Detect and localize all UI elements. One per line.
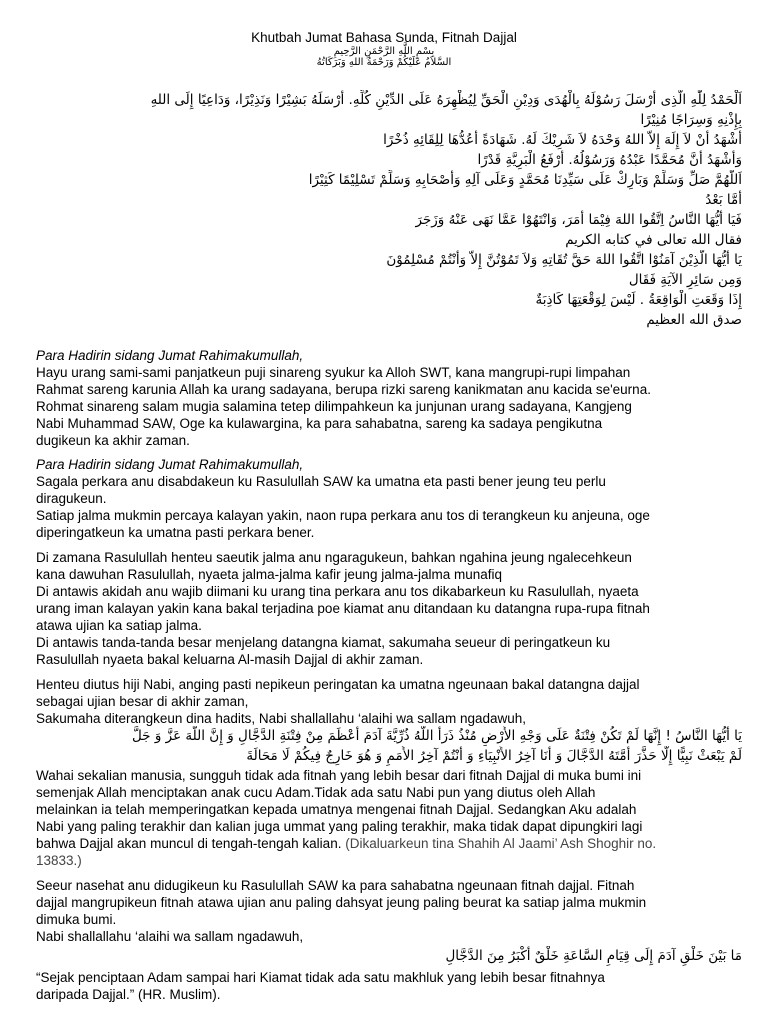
paragraph-line: Di antawis akidah anu wajib diimani ku urang tina perkara anu tos dikabarkeun ku Rasulullah, nyaeta xyxy=(36,584,639,599)
paragraph-line: dajjal mangrupikeun fitnah atawa ujian anu paling dahsyat jeung paling beurat ka satiap jalma mukmin xyxy=(36,895,647,910)
paragraph-line: sebagai ujian besar di akhir zaman, xyxy=(36,694,249,709)
paragraph-line: atawa ujian ka satiap jalma. xyxy=(36,618,202,633)
arabic-line: يَا أَيُّهَا الَّذِيْنَ آمَنُوْا اتَّقُوا اللهَ حَقَّ تُقَاتِهِ وَلاَ تَمُوْتُنَّ إِلاَّ وَأَنْتُمْ مُسْلِمُوْنَ xyxy=(386,252,742,268)
paragraph-line: kana dawuhan Rasulullah, nyaeta jalma-jalma kafir jeung jalma-jalma munafiq xyxy=(36,567,502,582)
arabic-line: اَلْحَمْدُ لِلّٰهِ الَّذِى أَرْسَلَ رَسُوْلَهُ بِالْهُدَى وَدِيْنِ الْحَقِّ لِيُظْهِرَهُ عَلَى الدِّيْنِ كُلِّهِ. أَرْسَلَهُ بَشِيْرًا وَنَذِيْرًا، وَدَاعِيًا إِلَى اللهِ xyxy=(150,92,742,108)
hadith-arabic-line: يَا أَيُّهَا النَّاسُ ! إِنَّهَا لَمْ تَكُنْ فِتْنَةٌ عَلَى وَجْهِ الأَرْضِ مُنْذُ ذَرَأَ اللَّهُ ذُرِّيَّةَ آدَمَ أَعْظَمَ مِنْ فِتْنَةِ الدَّجَّالِ وَ إِنَّ اللَّهَ عَزَّ وَ جَلَّ xyxy=(131,728,742,744)
arabic-line: بِإِذْنِهِ وَسِرَاجًا مُنِيْرًا xyxy=(640,112,742,128)
translation-line: semenjak Allah menciptakan anak cucu Adam.Tidak ada satu Nabi pun yang diutus oleh Allah xyxy=(36,785,596,800)
paragraph-line: Seeur nasehat anu didugikeun ku Rasulullah SAW ka para sahabatna ngeunaan fitnah dajjal. Fitnah xyxy=(36,878,635,893)
paragraph-line: Henteu diutus hiji Nabi, anging pasti nepikeun peringatan ka umatna ngeunaan bakal datangna dajjal xyxy=(36,677,640,692)
paragraph-line: diragukeun. xyxy=(36,491,107,506)
paragraph-line: urang iman kalayan yakin kana bakal terjadina poe kiamat anu ditandaan ku datangna rupa-rupa fitnah xyxy=(36,601,650,616)
hadith-arabic-line: لَمْ يَبْعَثْ نَبِيًّا إِلَّا حَذَّرَ أُمَّتَهُ الدَّجَّالَ وَ أَنَا آخِرُ الأَنْبِيَاءِ وَ أَنْتُمْ آخِرُ الأُمَمِ وَ هُوَ خَارِجٌ فِيكُمْ لَا مَحَالَةَ xyxy=(246,748,742,764)
arabic-line: أَشْهَدُ أَنْ لاَ إِلَهَ إِلاَّ اللهُ وَحْدَهُ لاَ شَرِيْكَ لَهُ. شَهَادَةً أَعُدُّهَا لِلِقَائِهِ ذُخْرًا xyxy=(383,132,742,148)
salam-line: السَّلاَمُ عَلَيْكُمْ وَرَحْمَةُ اللهِ وَبَرَكَاتُهُ xyxy=(316,57,452,68)
paragraph-line: Sakumaha diterangkeun dina hadits, Nabi shallallahu ‘alaihi wa sallam ngadawuh, xyxy=(36,711,527,726)
page-title: Khutbah Jumat Bahasa Sunda, Fitnah Dajjal xyxy=(251,30,517,45)
paragraph-line: Satiap jalma mukmin percaya kalayan yakin, naon rupa perkara anu tos di terangkeun ku anjeuna, oge xyxy=(36,508,650,523)
paragraph-line: Di antawis tanda-tanda besar menjelang datangna kiamat, sakumaha seueur di peringatkeun ku xyxy=(36,635,611,650)
paragraph-line: Di zamana Rasulullah henteu saeutik jalma anu ngaragukeun, bahkan ngahina jeung ngalecehkeun xyxy=(36,550,632,565)
paragraph-line: dimuka bumi. xyxy=(36,912,117,927)
paragraph-line: Hayu urang sami-sami panjatkeun puji sinareng syukur ka Alloh SWT, kana mangrupi-rupi limpahan xyxy=(36,365,631,380)
source-citation-end: 13833.) xyxy=(36,853,82,868)
translation-line: melainkan ia telah memperingatkan kepada umatnya mengenai fitnah Dajjal. Sedangkan Aku adalah xyxy=(36,802,637,817)
paragraph-line: Rahmat sareng karunia Allah ka urang sadayana, berupa rizki sareng kanikmatan anu kacida se'eurna. xyxy=(36,382,651,397)
translation-line xyxy=(36,835,736,852)
source-citation: (Dikaluarkeun tina Shahih Al Jaami’ Ash Shoghir no. xyxy=(341,836,657,851)
arabic-line: أَمَّا بَعْدُ xyxy=(705,192,742,208)
arabic-line: فَيَا أَيُّهَا النَّاسُ اِتَّقُوا اللهَ فِيْمَا أَمَرَ، وَانْتَهُوْا عَمَّا نَهَى عَنْهُ وَزَجَرَ xyxy=(415,212,742,228)
arabic-line: وَأَشْهَدُ أَنَّ مُحَمَّدًا عَبْدُهُ وَرَسُوْلُهُ. أَرْفَعُ الْبَرِيَّةِ قَدْرًا xyxy=(477,152,742,168)
arabic-line: صدق الله العظيم xyxy=(646,312,742,328)
translation-line: daripada Dajjal.” (HR. Muslim). xyxy=(36,987,221,1002)
paragraph-line: Rohmat sinareng salam mugia salamina tetep dilimpahkeun ka junjunan urang sadayana, Kangjeng xyxy=(36,399,632,414)
paragraph-line: diperingatkeun ka umatna pasti perkara bener. xyxy=(36,525,315,540)
arabic-line: إِذَا وَقَعَتِ الْوَاقِعَةُ . لَيْسَ لِوَقْعَتِهَا كَاذِبَةٌ xyxy=(535,292,742,308)
basmala-text xyxy=(0,46,768,68)
translation-line: “Sejak penciptaan Adam sampai hari Kiamat tidak ada satu makhluk yang lebih besar fitnahnya xyxy=(36,970,605,985)
translation-line: Nabi yang paling terakhir dan kalian juga ummat yang paling terakhir, maka tidak dapat dipungkiri lagi xyxy=(36,819,643,834)
paragraph-line: Rasulullah nyaeta bakal keluarna Al-masih Dajjal di akhir zaman. xyxy=(36,652,424,667)
paragraph-line: dugikeun ka akhir zaman. xyxy=(36,433,190,448)
section-heading: Para Hadirin sidang Jumat Rahimakumullah, xyxy=(36,457,304,472)
paragraph-line: Nabi Muhammad SAW, Oge ka kulawargina, ka para sahabatna, sareng ka sadaya pengikutna xyxy=(36,416,603,431)
paragraph-line: Sagala perkara anu disabdakeun ku Rasulullah SAW ka umatna eta pasti bener jeung teu perlu xyxy=(36,474,606,489)
hadith-intro: Nabi shallallahu ‘alaihi wa sallam ngadawuh, xyxy=(36,929,304,944)
arabic-line: اَللَّهُمَّ صَلِّ وَسَلِّمْ وَبَارِكْ عَلَى سَيِّدِنَا مُحَمَّدٍ وَعَلَى آلِهِ وَأَصْحَابِهِ وَسَلِّمْ تَسْلِيْمًا كَثِيْرًا xyxy=(308,172,742,188)
arabic-line: وَمِن سَائِرِ الآيَةِ فَقَال xyxy=(628,272,742,288)
basmala-line: بِسْمِ اللَّهِ الرَّحْمَنِ الرَّحِيمِ xyxy=(333,46,435,57)
section-heading: Para Hadirin sidang Jumat Rahimakumullah, xyxy=(36,348,304,363)
translation-line-end: bahwa Dajjal akan muncul di tengah-tengah kalian. xyxy=(36,836,342,851)
hadith-arabic-line: مَا بَيْنَ خَلْقِ آدَمَ إِلَى قِيَامِ السَّاعَةِ خَلْقٌ أَكْبَرُ مِنَ الدَّجَّالِ xyxy=(445,948,742,964)
translation-line: Wahai sekalian manusia, sungguh tidak ada fitnah yang lebih besar dari fitnah Dajjal di muka bumi ini xyxy=(36,768,642,783)
arabic-line: فقال الله تعالى في كتابه الكريم xyxy=(565,232,742,248)
